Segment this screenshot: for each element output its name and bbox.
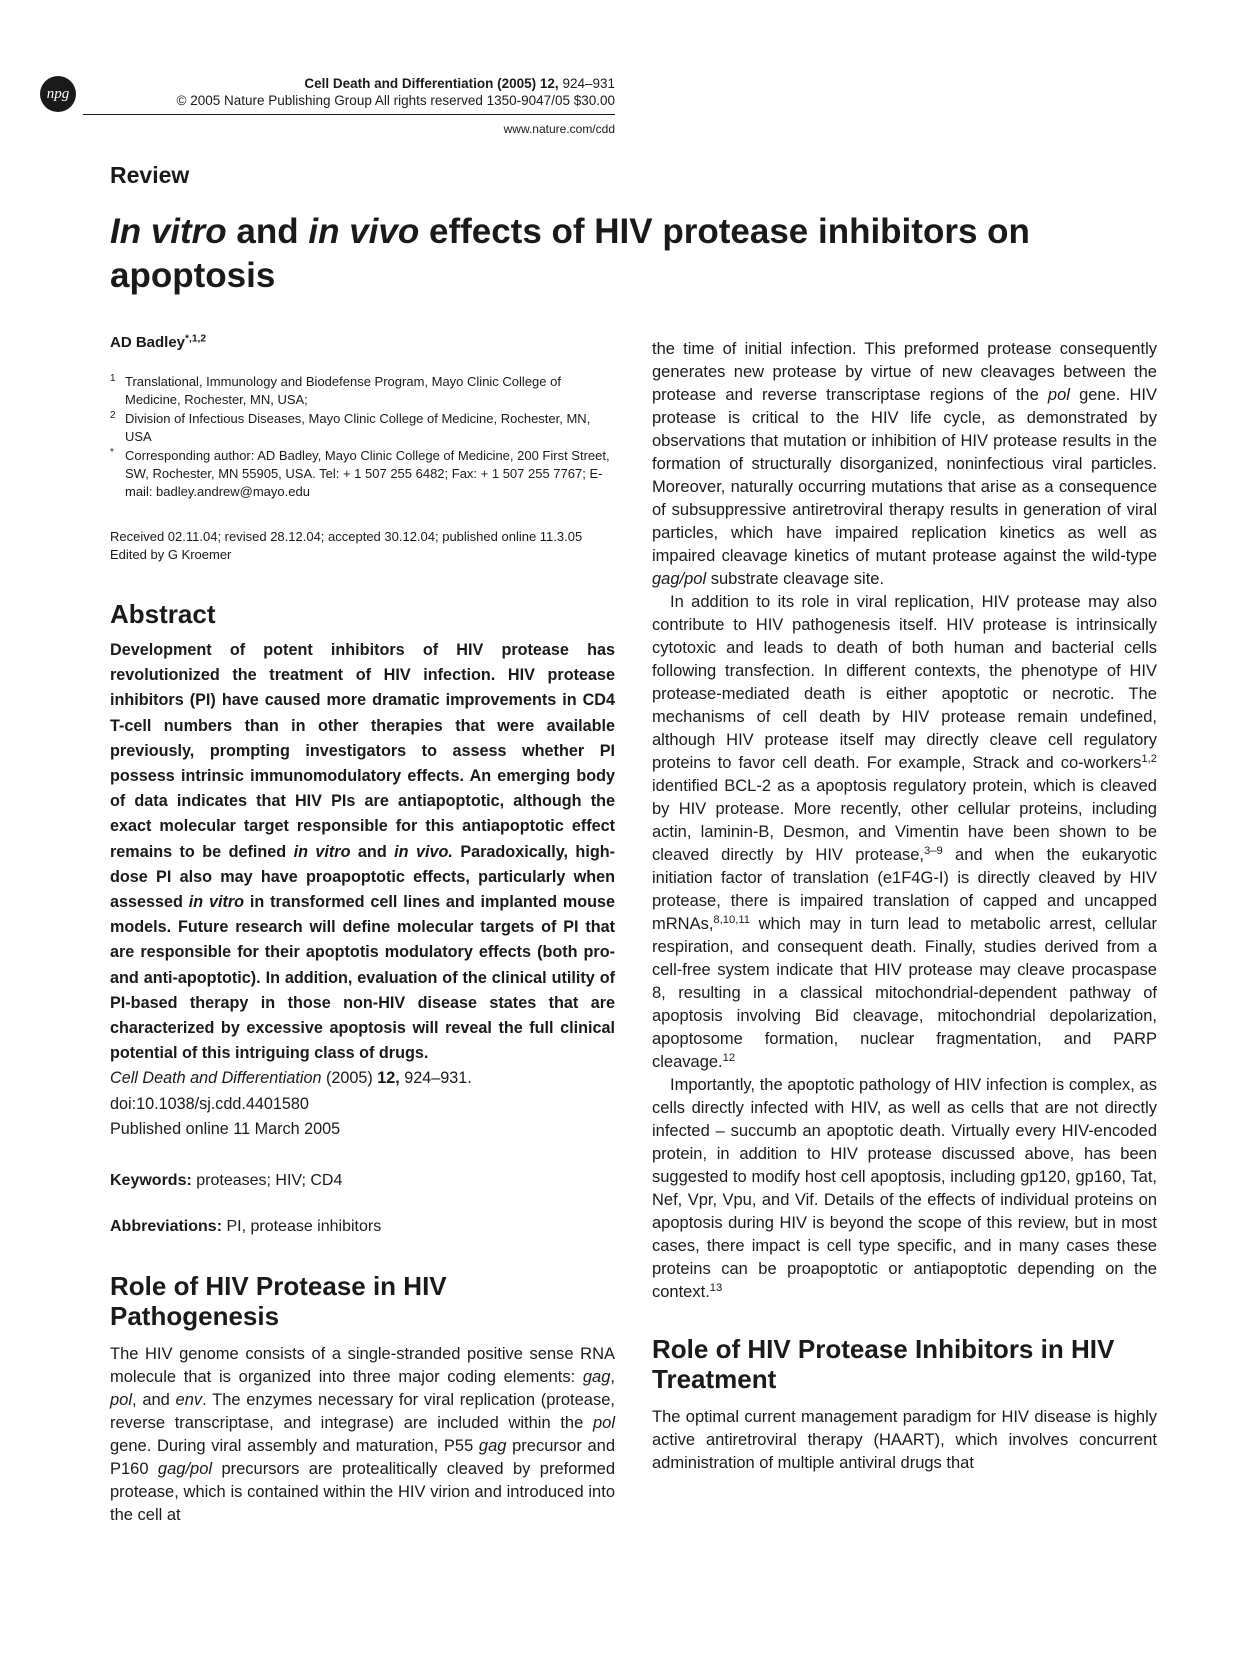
body-paragraph	[652, 591, 1157, 1074]
body-text: the time of initial infection. This preformed protease consequently generates new protease by virtue of new cleavages between the protease and reverse transcriptase regions of the	[652, 340, 1157, 404]
author-line	[110, 334, 615, 351]
affiliation-mark: *	[110, 447, 114, 458]
keywords-value: proteases; HIV; CD4	[191, 1172, 343, 1190]
gene-name: gag/pol	[157, 1460, 213, 1479]
body-text: substrate cleavage site.	[706, 570, 885, 588]
keywords-label: Keywords:	[110, 1172, 192, 1190]
abbreviations-label: Abbreviations:	[110, 1218, 223, 1236]
body-paragraph: The optimal current management paradigm for HIV disease is highly active antiretroviral therapy (HAART), which involves concurrent administration of multiple antiviral drugs that	[652, 1408, 1157, 1472]
gene-name: pol	[110, 1391, 133, 1410]
reference-marker[interactable]: 8,10,11	[713, 913, 751, 926]
affiliation-text: Division of Infectious Diseases, Mayo Clinic College of Medicine, Rochester, MN, USA	[125, 411, 591, 444]
affiliation-mark: 2	[110, 410, 116, 421]
body-text: and when the eukaryotic initiation factor of translation (e1F4G-I) is directly cleaved by HIV protease, there is impaired translation of capped and uncapped mRNAs,	[652, 846, 1157, 933]
abstract-body	[110, 638, 615, 1066]
title-part: In vitro	[110, 212, 227, 251]
section-heading: Role of HIV Protease Inhibitors in HIV Treatment	[652, 1334, 1115, 1394]
body-paragraph	[652, 338, 1157, 591]
title-part: and	[226, 212, 309, 251]
body-text: In addition to its role in viral replication, HIV protease may also contribute to HIV pathogenesis itself. HIV protease is intrinsically cytotoxic and leads to death of both human and bacterial cells following transfection. In different contexts, the phenotype of HIV protease-mediated death is either apoptotic or necrotic. The mechanisms of cell death by HIV protease remain undefined, although HIV protease itself may directly cleave cell regulatory proteins to favor cell death. For example, Strack and co-workers	[652, 593, 1157, 772]
article-citation	[110, 1066, 615, 1091]
abstract-heading: Abstract	[110, 599, 216, 629]
journal-name: Cell Death and Differentiation (2005) 12,	[304, 76, 559, 91]
copyright-line: © 2005 Nature Publishing Group All rights reserved 1350-9047/05 $30.00	[176, 93, 615, 108]
reference-marker[interactable]: 3–9	[924, 844, 943, 857]
abstract-text: Paradoxically, high-dose PI also may have proapoptotic effects, particularly when assessed	[110, 842, 615, 912]
abstract-text: and	[350, 842, 395, 861]
section-heading: Role of HIV Protease in HIV Pathogenesis	[110, 1271, 447, 1332]
affiliation-item	[110, 410, 615, 446]
body-text: , and	[132, 1391, 176, 1410]
citation-year: (2005)	[321, 1069, 378, 1088]
body-text: . The enzymes necessary for viral replication (protease, reverse transcriptase, and integrase) are included within the	[110, 1391, 615, 1433]
doi[interactable]: doi:10.1038/sj.cdd.4401580	[110, 1094, 309, 1113]
affiliation-text: Translational, Immunology and Biodefense Program, Mayo Clinic College of Medicine, Rochester, MN, USA;	[125, 374, 561, 407]
abstract-text: in transformed cell lines and implanted mouse models. Future research will define molecular targets of PI that are responsible for their apoptotis modulatory effects (both pro- and anti-apoptotic). In addition, evaluation of the clinical utility of PI-based therapy in those non-HIV disease states that are characterized by excessive apoptosis will reveal the full clinical potential of this intriguing class of drugs.	[110, 893, 615, 1063]
keywords	[110, 1170, 615, 1192]
abstract-emphasis: in vitro	[188, 893, 245, 912]
affiliation-list	[110, 373, 615, 501]
body-text: Importantly, the apoptotic pathology of HIV infection is complex, as cells directly infected with HIV, as well as cells that are not directly infected – succumb an apoptotic death. Virtually every HIV-encoded protein, in addition to HIV protease discussed above, has been suggested to modify host cell apoptosis, including gp120, gp160, Tat, Nef, Vpr, Vpu, and Vif. Details of the effects of individual proteins on apoptosis during HIV is beyond the scope of this review, but in most cases, there impact is cell type specific, and in many cases these proteins can be proapoptotic or antiapoptotic depending on the context.	[652, 1076, 1157, 1301]
abbreviations	[110, 1216, 615, 1238]
body-text: precursors are protealitically cleaved by preformed protease, which is contained within the HIV virion and introduced into the cell at	[110, 1460, 615, 1525]
abstract-emphasis: in vivo.	[394, 842, 453, 861]
article-type: Review	[110, 162, 190, 188]
body-text: gene. During viral assembly and maturation, P55	[110, 1437, 479, 1456]
left-column	[110, 334, 615, 1527]
title-part: effects of HIV protease inhibitors on apoptosis	[110, 212, 1030, 295]
article-history	[110, 528, 615, 564]
affiliation-text: Corresponding author: AD Badley, Mayo Clinic College of Medicine, 200 First Street, SW, Rochester, MN 55905, USA. Tel: + 1 507 255 6482; Fax: + 1 507 255 7767; E-mail: badley.andrew@mayo.edu	[125, 448, 610, 499]
citation-volume: 12,	[377, 1069, 400, 1088]
right-column	[652, 338, 1157, 1475]
abstract-text: Development of potent inhibitors of HIV protease has revolutionized the treatment of HIV infection. HIV protease inhibitors (PI) have caused more dramatic improvements in CD4 T-cell numbers than in other therapies that were available previously, prompting investigators to assess whether PI possess intrinsic immunomodulatory effects. An emerging body of data indicates that HIV PIs are antiapoptotic, although the exact molecular target responsible for this antiapoptotic effect remains to be defined	[110, 641, 615, 861]
body-text: which may in turn lead to metabolic arrest, cellular respiration, and consequent death. Finally, studies derived from a cell-free system indicate that HIV protease may cleave procaspase 8, resulting in a classical mitochondrial-dependent pathway of apoptosis involving Bid cleavage, mitochondrial depolarization, apoptosome formation, nuclear fragmentation, and PARP cleavage.	[652, 915, 1157, 1071]
body-text: identified BCL-2 as a apoptosis regulatory protein, which is cleaved by HIV protease. More recently, other cellular proteins, including actin, laminin-B, Desmon, and Vimentin have been shown to be cleaved directly by HIV protease,	[652, 777, 1157, 864]
reference-marker[interactable]: 12	[722, 1051, 736, 1064]
gene-name: gag	[582, 1368, 611, 1387]
author-marks: *,1,2	[185, 333, 206, 345]
article-title	[110, 210, 1170, 298]
citation-journal: Cell Death and Differentiation	[110, 1069, 322, 1088]
dates-line: Received 02.11.04; revised 28.12.04; accepted 30.12.04; published online 11.3.05	[110, 529, 583, 544]
citation-pages: 924–931.	[399, 1069, 472, 1088]
gene-name: pol	[1047, 386, 1070, 404]
journal-url[interactable]: www.nature.com/cdd	[503, 122, 615, 136]
reference-marker[interactable]: 13	[709, 1281, 723, 1294]
body-paragraph	[652, 1074, 1157, 1304]
gene-name: pol	[592, 1414, 615, 1433]
published-online: Published online 11 March 2005	[110, 1119, 341, 1138]
journal-pages: 924–931	[558, 76, 615, 91]
abbreviations-value: PI, protease inhibitors	[222, 1218, 382, 1236]
body-text: gene. HIV protease is critical to the HIV life cycle, as demonstrated by observations that mutation or inhibition of HIV protease results in the formation of structurally disorganized, noninfectious viral particles. Moreover, naturally occurring mutations that arise as a consequence of subsuppressive antiretroviral therapy results in generation of viral particles, which have impaired replication kinetics as well as impaired cleavage kinetics of mutant protease against the wild-type	[652, 386, 1158, 565]
publisher-logo: npg	[40, 76, 76, 112]
affiliation-item	[110, 373, 615, 409]
title-part: in vivo	[308, 212, 420, 251]
body-text: ,	[610, 1368, 615, 1387]
gene-name: env	[175, 1391, 203, 1410]
header-rule	[83, 114, 615, 115]
body-paragraph	[110, 1343, 615, 1527]
author-name: AD Badley	[110, 334, 186, 351]
affiliation-item	[110, 447, 615, 501]
abstract-emphasis: in vitro	[293, 842, 351, 861]
affiliation-mark: 1	[110, 373, 116, 384]
reference-marker[interactable]: 1,2	[1141, 752, 1157, 765]
gene-name: gag/pol	[652, 570, 707, 588]
body-text: precursor and P160	[110, 1437, 616, 1479]
gene-name: gag	[478, 1437, 507, 1456]
body-text: The HIV genome consists of a single-stranded positive sense RNA molecule that is organized into three major coding elements:	[110, 1345, 615, 1387]
edited-by: Edited by G Kroemer	[110, 547, 232, 562]
journal-citation-header	[150, 75, 615, 109]
